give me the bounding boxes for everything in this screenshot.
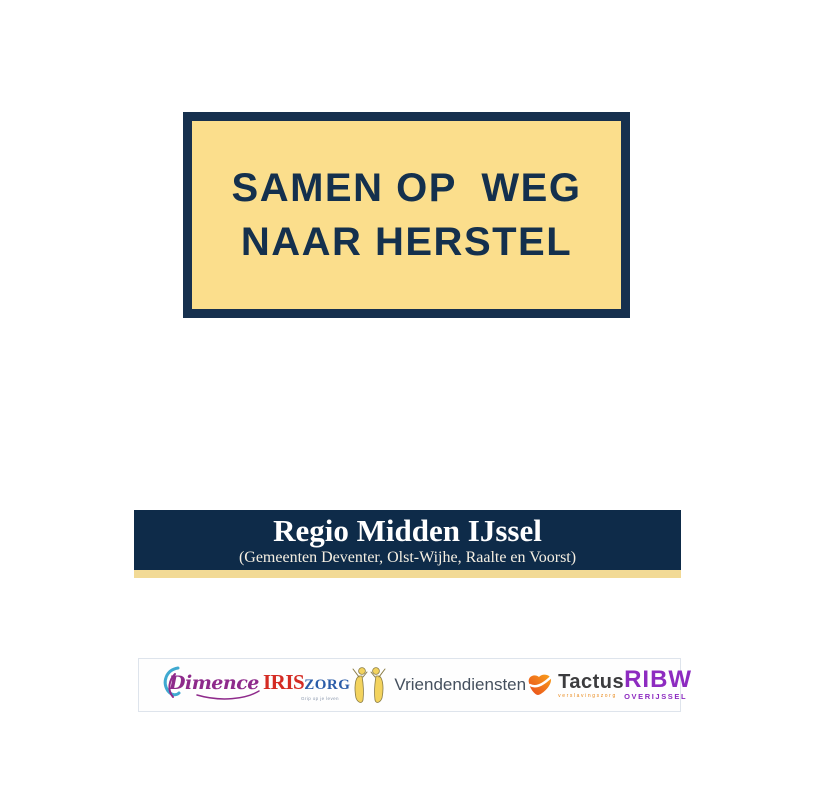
ribw-subtitle: OVERIJSSEL — [624, 692, 688, 701]
region-title: Regio Midden IJssel — [273, 513, 542, 548]
vriendendiensten-logo — [350, 664, 526, 706]
ribw-logo — [624, 666, 693, 701]
vriendendiensten-figures-icon — [350, 664, 388, 706]
iriszorg-logo — [263, 670, 350, 701]
dimence-logo — [151, 664, 263, 706]
ribw-wordmark: RIBW — [624, 666, 693, 693]
iriszorg-wordmark-zorg: ZORG — [304, 676, 351, 693]
dimence-wordmark: Dimence — [169, 672, 259, 694]
iriszorg-tagline: Grip op je leven — [301, 695, 339, 701]
banner-accent-stripe — [134, 570, 681, 578]
title-line-2: NAAR HERSTEL — [240, 220, 573, 264]
tactus-logo — [526, 672, 624, 699]
vriendendiensten-wordmark: Vriendendiensten — [394, 675, 527, 694]
partner-logos-strip — [138, 658, 693, 712]
region-banner-navy — [134, 510, 681, 570]
region-subtitle: (Gemeenten Deventer, Olst-Wijhe, Raalte en Voorst) — [238, 549, 577, 566]
tactus-tagline: verslavingszorg — [558, 692, 617, 699]
title-line-1: SAMEN OP WEG — [231, 166, 582, 210]
tactus-heart-icon — [526, 672, 553, 698]
title-plate — [183, 112, 630, 318]
iriszorg-wordmark-iris: IRIS — [263, 669, 305, 694]
tactus-wordmark: Tactus — [558, 670, 625, 693]
region-banner — [134, 510, 681, 578]
